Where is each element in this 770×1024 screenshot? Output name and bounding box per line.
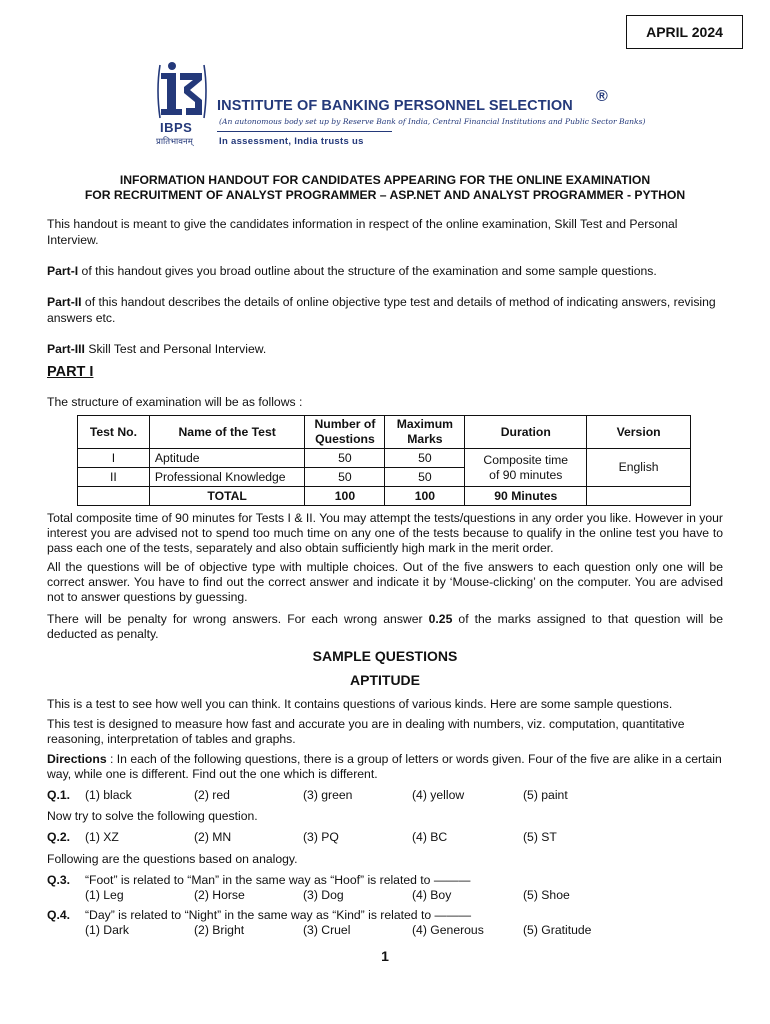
option: (3) Dog (303, 888, 344, 902)
part2-overview (47, 294, 723, 326)
emblem-hindi: प्रातिभावनम् (156, 136, 193, 146)
cell-questions: 50 (305, 468, 385, 487)
part1-label: Part-I (47, 264, 79, 278)
handout-title-line1: INFORMATION HANDOUT FOR CANDIDATES APPEARING FOR THE ONLINE EXAMINATION (119, 173, 651, 187)
page-number: 1 (381, 948, 389, 964)
part3-text: Skill Test and Personal Interview. (84, 342, 267, 356)
date-box: APRIL 2024 (626, 15, 743, 49)
cell-version-merged: English (587, 449, 691, 487)
cell-total-duration: 90 Minutes (465, 487, 587, 506)
option: (2) Bright (194, 923, 245, 937)
intro-paragraph: This handout is meant to give the candidates information in respect of the online examination, Skill Test and Personal Interview. (47, 217, 678, 247)
cell-marks: 50 (385, 468, 465, 487)
option: (5) Shoe (523, 888, 570, 902)
directions-text: : In each of the following questions, there is a group of letters or words given. Four of the five are alike in a certain way, while one is different. Find out the one which is different. (47, 752, 722, 781)
cell-empty (78, 487, 150, 506)
question-number: Q.3. (47, 873, 71, 887)
part-heading: PART I (47, 364, 94, 380)
org-name: INSTITUTE OF BANKING PERSONNEL SELECTION (217, 98, 573, 114)
option: (4) Boy (412, 888, 452, 902)
penalty-text-before: There will be penalty for wrong answers. For each wrong answer (47, 612, 429, 626)
cell-total-marks: 100 (385, 487, 465, 506)
time-paragraph: Total composite time of 90 minutes for Tests I & II. You may attempt the tests/questions in any order you like. However in your interest you are advised not to spend too much time on any one of the tests because to qualify in the online test you have to pass each one of the tests, separately and also obtain sufficiently high mark in the merit order. (47, 511, 723, 555)
question-3 (47, 872, 747, 904)
col-header-test-no: Test No. (78, 416, 150, 449)
emblem-text: IBPS (160, 120, 193, 135)
aptitude-heading: APTITUDE (350, 672, 420, 688)
question-1 (47, 787, 747, 803)
table-header-row (78, 416, 691, 449)
option: (5) ST (523, 830, 557, 844)
cell-test-name: Professional Knowledge (149, 468, 305, 487)
option: (4) yellow (412, 788, 465, 802)
structure-intro: The structure of examination will be as follows : (47, 395, 303, 409)
part3-overview (47, 341, 723, 357)
now-try-text: Now try to solve the following question. (47, 809, 258, 823)
penalty-value: 0.25 (428, 612, 453, 626)
cell-test-no: I (78, 449, 150, 468)
col-header-questions: Number of Questions (305, 416, 385, 449)
option: (1) XZ (85, 830, 119, 844)
cell-empty (587, 487, 691, 506)
table-row (78, 449, 691, 468)
question-number: Q.2. (47, 830, 71, 844)
penalty-text-after: of the marks assigned to that question will be deducted as penalty. (47, 612, 723, 641)
part1-overview (47, 263, 723, 279)
option: (2) red (194, 788, 230, 802)
option: (3) green (303, 788, 353, 802)
part2-text: of this handout describes the details of online objective type test and details of method of indicating answers, revising answers etc. (47, 295, 716, 325)
analogy-intro: Following are the questions based on analogy. (47, 852, 298, 866)
option: (5) paint (523, 788, 568, 802)
col-header-version: Version (587, 416, 691, 449)
question-stem: “Day” is related to “Night” in the same way as “Kind” is related to ——— (85, 908, 472, 922)
penalty-paragraph (47, 612, 723, 642)
org-tagline: In assessment, India trusts us (219, 136, 364, 147)
table-total-row (78, 487, 691, 506)
option: (2) Horse (194, 888, 245, 902)
exam-structure-table (77, 415, 691, 506)
cell-total-questions: 100 (305, 487, 385, 506)
option: (1) black (85, 788, 132, 802)
col-header-marks: Maximum Marks (385, 416, 465, 449)
option: (4) BC (412, 830, 448, 844)
question-4 (47, 907, 747, 939)
tagline-rule (217, 131, 392, 132)
aptitude-intro-2: This test is designed to measure how fast and accurate you are in dealing with numbers, viz. computation, quantitative reasoning, interpretation of tables and graphs. (47, 717, 685, 746)
question-2 (47, 829, 747, 845)
cell-questions: 50 (305, 449, 385, 468)
question-stem: “Foot” is related to “Man” in the same way as “Hoof” is related to ——— (85, 873, 471, 887)
cell-total-label: TOTAL (149, 487, 305, 506)
aptitude-intro-1: This is a test to see how well you can think. It contains questions of various kinds. Here are some sample questions. (47, 697, 673, 711)
part2-label: Part-II (47, 295, 82, 309)
option: (4) Generous (412, 923, 484, 937)
col-header-test-name: Name of the Test (149, 416, 305, 449)
option: (5) Gratitude (523, 923, 592, 937)
question-number: Q.1. (47, 788, 71, 802)
cell-duration-merged: Composite time of 90 minutes (465, 449, 587, 487)
option: (2) MN (194, 830, 232, 844)
option: (3) PQ (303, 830, 339, 844)
directions-label: Directions (47, 752, 107, 766)
org-subtitle: (An autonomous body set up by Reserve Bank of India, Central Financial Institutions and Public Sector Banks) (219, 117, 646, 126)
part3-label: Part-III (47, 342, 85, 356)
handout-title-line2: FOR RECRUITMENT OF ANALYST PROGRAMMER – ASP.NET AND ANALYST PROGRAMMER - PYTHON (84, 188, 686, 202)
registered-mark: ® (596, 88, 608, 105)
cell-marks: 50 (385, 449, 465, 468)
part1-text: of this handout gives you broad outline about the structure of the examination and some sample questions. (78, 264, 657, 278)
objective-paragraph: All the questions will be of objective type with multiple choices. Out of the five answers to each question only one will be correct answer. You have to find out the correct answer and indicate it by ‘Mouse-clicking’ on the computer. You are advised not to answer questions by guessing. (47, 560, 723, 604)
sample-questions-heading: SAMPLE QUESTIONS (312, 648, 458, 664)
question-number: Q.4. (47, 908, 71, 922)
cell-test-name: Aptitude (149, 449, 305, 468)
col-header-duration: Duration (465, 416, 587, 449)
option: (1) Dark (85, 923, 130, 937)
cell-test-no: II (78, 468, 150, 487)
directions-paragraph (47, 752, 723, 782)
option: (1) Leg (85, 888, 124, 902)
option: (3) Cruel (303, 923, 351, 937)
ibps-logo (156, 60, 208, 148)
